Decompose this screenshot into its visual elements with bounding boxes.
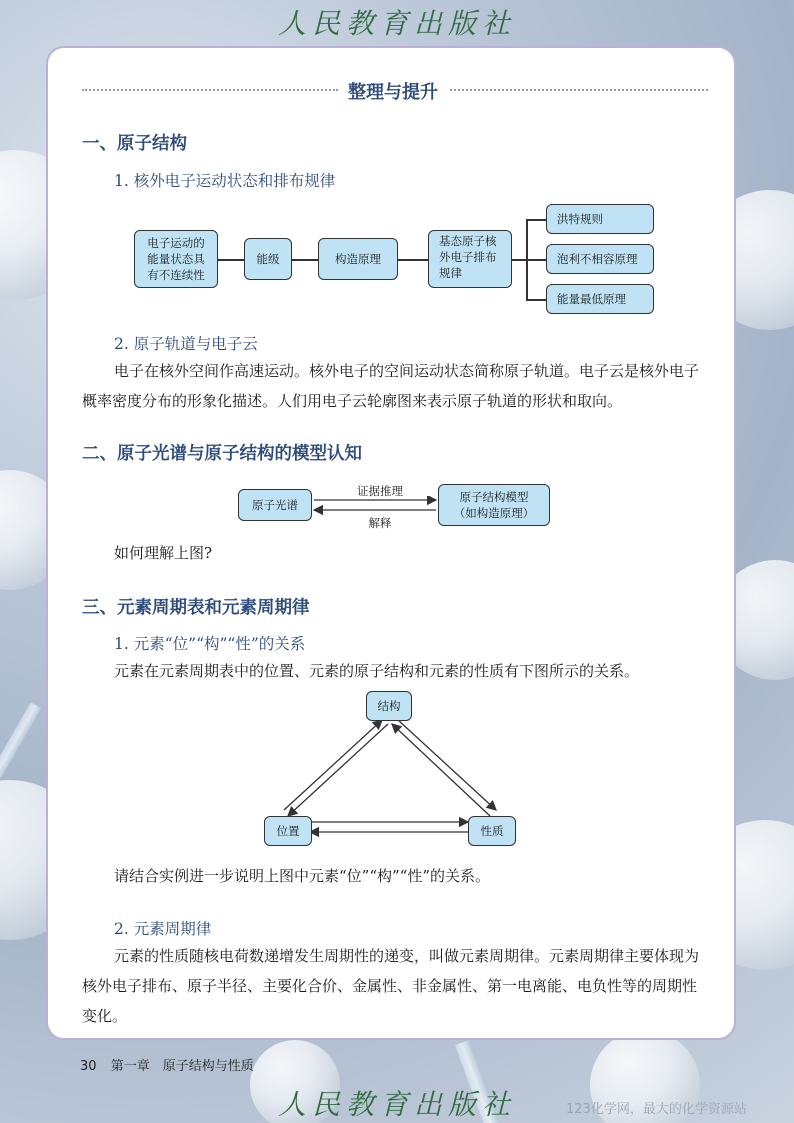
- diagram-box-ground-state-rules: 基态原子核 外电子排布 规律: [428, 230, 512, 288]
- paragraph: 元素在元素周期表中的位置、元素的原子结构和元素的性质有下图所示的关系。: [114, 662, 640, 680]
- prompt-text: 请结合实例进一步说明上图中元素“位”“构”“性”的关系。: [114, 867, 491, 885]
- diagram-box-aufbau-principle: 构造原理: [318, 238, 398, 280]
- diagram-box-energy-level: 能级: [244, 238, 292, 280]
- background-rod: [0, 702, 41, 777]
- subsection-heading: 2. 元素周期律: [114, 920, 212, 938]
- section-heading: 三、元素周期表和元素周期律: [82, 598, 310, 618]
- connector-line: [512, 259, 526, 261]
- diagram-box-hund-rule: 洪特规则: [546, 204, 654, 234]
- triangle-node-position: 位置: [264, 816, 312, 846]
- watermark: 123化学网，最大的化学资源站: [566, 1102, 747, 1117]
- page-footer: [80, 1055, 254, 1074]
- header-rule-right: [450, 89, 708, 91]
- paragraph: 电子在核外空间作高速运动。核外电子的空间运动状态简称原子轨道。电子云是核外电子概率密度分布的形象化描述。人们用电子云轮廓图来表示原子轨道的形状和取向。: [82, 362, 700, 410]
- connector-line: [398, 259, 428, 261]
- subsection-heading: 2. 原子轨道与电子云: [114, 335, 258, 353]
- connector-line: [526, 259, 546, 261]
- arrow-label-explain: 解释: [368, 516, 392, 530]
- diagram-box-energy-discontinuity: 电子运动的 能量状态具 有不连续性: [134, 230, 218, 288]
- triangle-node-structure: 结构: [366, 691, 412, 721]
- connector-line: [526, 219, 546, 221]
- page-number: 30: [80, 1059, 97, 1074]
- connector-line: [526, 299, 546, 301]
- publisher-logo-top: 人民教育出版社: [277, 7, 516, 40]
- bidirectional-arrows: [312, 496, 438, 516]
- arrow-label-evidence: 证据推理: [357, 484, 403, 498]
- connector-line: [292, 259, 318, 261]
- triangle-node-property: 性质: [468, 816, 516, 846]
- chapter-title: 第一章 原子结构与性质: [110, 1059, 254, 1074]
- section-heading: 二、原子光谱与原子结构的模型认知: [82, 444, 362, 464]
- paragraph: 元素的性质随核电荷数递增发生周期性的递变，叫做元素周期律。元素周期律主要体现为核外电子排布、原子半径、主要化合价、金属性、非金属性、第一电离能、电负性等的周期性变化。: [82, 947, 700, 1025]
- diagram-box-atomic-model: 原子结构模型 （如构造原理）: [438, 484, 550, 526]
- subsection-heading: 1. 核外电子运动状态和排布规律: [114, 172, 336, 190]
- subsection-heading: 1. 元素“位”“构”“性”的关系: [114, 635, 306, 653]
- publisher-logo-bottom: 人民教育出版社: [277, 1088, 516, 1121]
- page-title: 整理与提升: [348, 82, 438, 103]
- connector-line: [218, 259, 244, 261]
- question-text: 如何理解上图?: [114, 544, 213, 562]
- content-card: [46, 46, 736, 1040]
- diagram-box-lowest-energy-principle: 能量最低原理: [546, 284, 654, 314]
- diagram-box-pauli-principle: 泡利不相容原理: [546, 244, 654, 274]
- section-heading: 一、原子结构: [82, 134, 187, 154]
- diagram-box-atomic-spectrum: 原子光谱: [238, 489, 312, 521]
